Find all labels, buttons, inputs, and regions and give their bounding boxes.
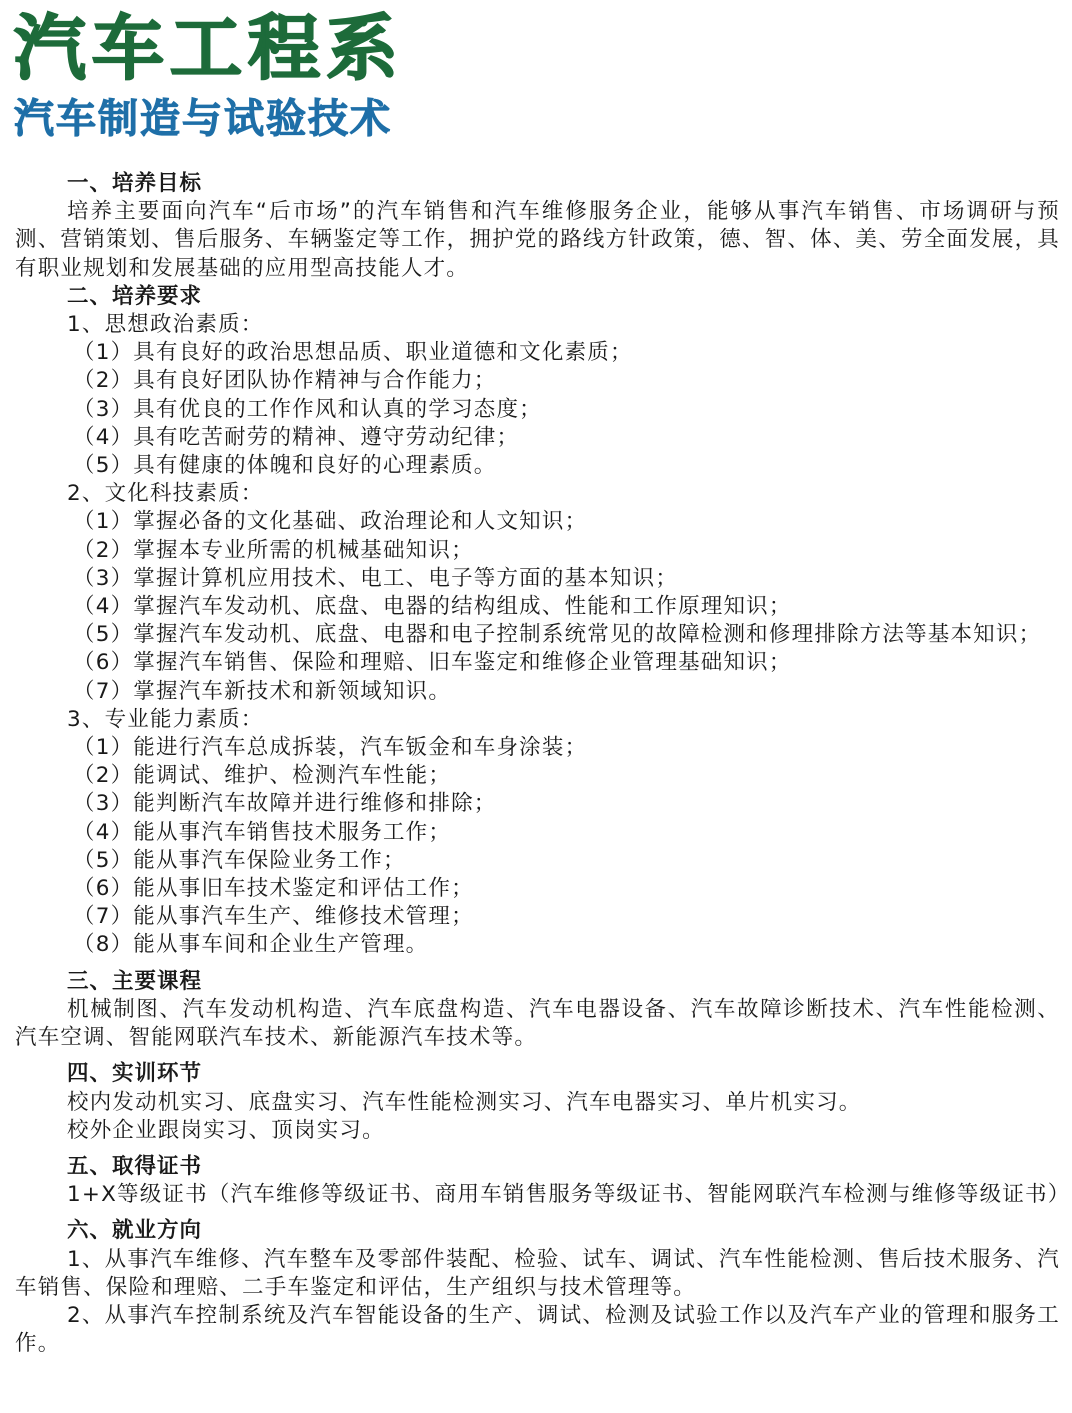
list-item: （5）具有健康的体魄和良好的心理素质。 [73,453,497,479]
department-title: 汽车工程系 [14,6,405,90]
employment-item: 2、从事汽车控制系统及汽车智能设备的生产、调试、检测及试验工作以及汽车产业的管理和服务工作。 [15,1302,1060,1357]
list-item: （6）能从事旧车技术鉴定和评估工作； [73,876,474,902]
list-item: （2）能调试、维护、检测汽车性能； [73,763,452,789]
list-item: （3）能判断汽车故障并进行维修和排除； [73,791,497,817]
list-item: （3）掌握计算机应用技术、电工、电子等方面的基本知识； [73,565,679,591]
document-body [15,170,1071,1358]
requirement-group-title: 3、专业能力素质： [67,706,264,732]
list-item: （4）掌握汽车发动机、底盘、电器的结构组成、性能和工作原理知识； [73,594,792,620]
list-item: （1）能进行汽车总成拆装，汽车钣金和车身涂装； [73,735,588,761]
list-item: （1）具有良好的政治思想品质、职业道德和文化素质； [73,340,633,366]
training-line: 校内发动机实习、底盘实习、汽车性能检测实习、汽车电器实习、单片机实习。 [67,1089,862,1115]
section-heading-training: 四、实训环节 [67,1061,203,1087]
list-item: （5）掌握汽车发动机、底盘、电器和电子控制系统常见的故障检测和修理排除方法等基本知识； [73,622,1042,648]
requirement-group-title: 2、文化科技素质： [67,481,264,507]
list-item: （7）能从事汽车生产、维修技术管理； [73,904,474,930]
list-item: （1）掌握必备的文化基础、政治理论和人文知识； [73,509,588,535]
section-heading-goals: 一、培养目标 [67,171,203,196]
list-item: （4）能从事汽车销售技术服务工作； [73,819,452,845]
list-item: （2）具有良好团队协作精神与合作能力； [73,368,497,394]
section-heading-employment: 六、就业方向 [67,1218,203,1244]
page-header [14,6,404,144]
requirement-group-title: 1、思想政治素质： [67,312,264,338]
courses-paragraph: 机械制图、汽车发动机构造、汽车底盘构造、汽车电器设备、汽车故障诊断技术、汽车性能检测、汽车空调、智能网联汽车技术、新能源汽车技术等。 [15,996,1060,1051]
list-item: （3）具有优良的工作作风和认真的学习态度； [73,396,542,422]
section-heading-requirements: 二、培养要求 [67,283,203,309]
list-item: （5）能从事汽车保险业务工作； [73,847,406,873]
list-item: （6）掌握汽车销售、保险和理赔、旧车鉴定和维修企业管理基础知识； [73,650,792,676]
training-line: 校外企业跟岗实习、顶岗实习。 [67,1117,385,1143]
list-item: （2）掌握本专业所需的机械基础知识； [73,537,474,563]
section-heading-certificates: 五、取得证书 [67,1153,203,1179]
goals-paragraph: 培养主要面向汽车“后市场”的汽车销售和汽车维修服务企业，能够从事汽车销售、市场调研与预测、营销策划、售后服务、车辆鉴定等工作，拥护党的路线方针政策，德、智、体、美、劳全面发展，具有职业规划和发展基础的应用型高技能人才。 [15,199,1060,281]
employment-item: 1、从事汽车维修、汽车整车及零部件装配、检验、试车、调试、汽车性能检测、售后技术服务、汽车销售、保险和理赔、二手车鉴定和评估，生产组织与技术管理等。 [15,1246,1060,1300]
section-heading-courses: 三、主要课程 [67,968,203,994]
major-title: 汽车制造与试验技术 [14,96,392,142]
list-item: （8）能从事车间和企业生产管理。 [73,932,429,958]
list-item: （7）掌握汽车新技术和新领域知识。 [73,678,452,704]
certificates-paragraph: 1+X等级证书（汽车维修等级证书、商用车销售服务等级证书、智能网联汽车检测与维修等级证书） [67,1182,1071,1208]
list-item: （4）具有吃苦耐劳的精神、遵守劳动纪律； [73,424,520,450]
